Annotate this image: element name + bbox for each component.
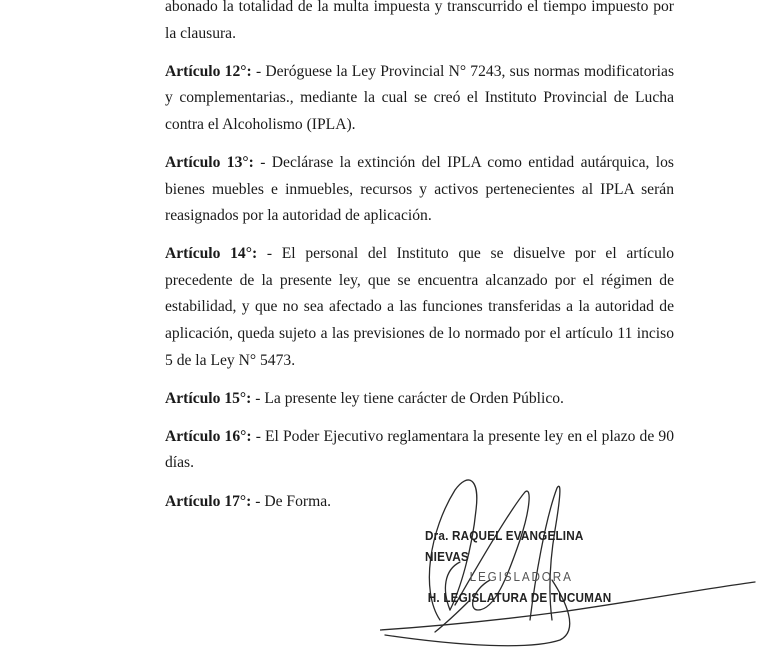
paragraph-text: abonado la totalidad de la multa impuesta y transcurrido el tiempo impuesto por la clausura. — [165, 0, 674, 42]
article-label: Artículo 16°: — [165, 427, 252, 445]
article-label: Artículo 15°: — [165, 389, 252, 407]
article-label: Artículo 17°: — [165, 492, 252, 510]
paragraph-continuation — [165, 0, 674, 47]
article-text: - El Poder Ejecutivo reglamentara la presente ley en el plazo de 90 días. — [165, 427, 674, 472]
article-label: Artículo 12°: — [165, 62, 252, 80]
signatory-institution: H. LEGISLATURA DE TUCUMAN — [427, 590, 612, 605]
article-15 — [165, 386, 674, 413]
article-label: Artículo 14°: — [165, 245, 258, 263]
document-body — [165, 0, 674, 527]
article-12 — [165, 59, 674, 139]
article-13 — [165, 150, 674, 230]
signatory-title: LEGISLADORA — [469, 570, 573, 584]
signatory-name: Dra. RAQUEL EVANGELINA NIEVAS — [425, 529, 584, 564]
article-text: - Declárase la extinción del IPLA como entidad autárquica, los bienes muebles e inmuebles, recursos y activos pertenecientes al IPLA serán reasignados por la autoridad de aplicación. — [165, 153, 674, 225]
article-label: Artículo 13°: — [165, 153, 254, 171]
article-text: - El personal del Instituto que se disuelve por el artículo precedente de la presente ley, que se encuentra alcanzado por el régimen de estabilidad, y que no sea afectado a las funciones transferidas a la autoridad de aplicación, queda sujeto a las previsiones de lo normado por el artículo 11 inciso 5 de la Ley N° 5473. — [165, 245, 674, 369]
article-text: - Deróguese la Ley Provincial N° 7243, sus normas modificatorias y complementarias., mediante la cual se creó el Instituto Provincial de Lucha contra el Alcoholismo (IPLA). — [165, 62, 675, 133]
article-text: - La presente ley tiene carácter de Orden Público. — [251, 389, 564, 407]
article-text: - De Forma. — [251, 492, 332, 510]
signature-stamp — [425, 526, 630, 608]
article-14 — [165, 241, 674, 374]
